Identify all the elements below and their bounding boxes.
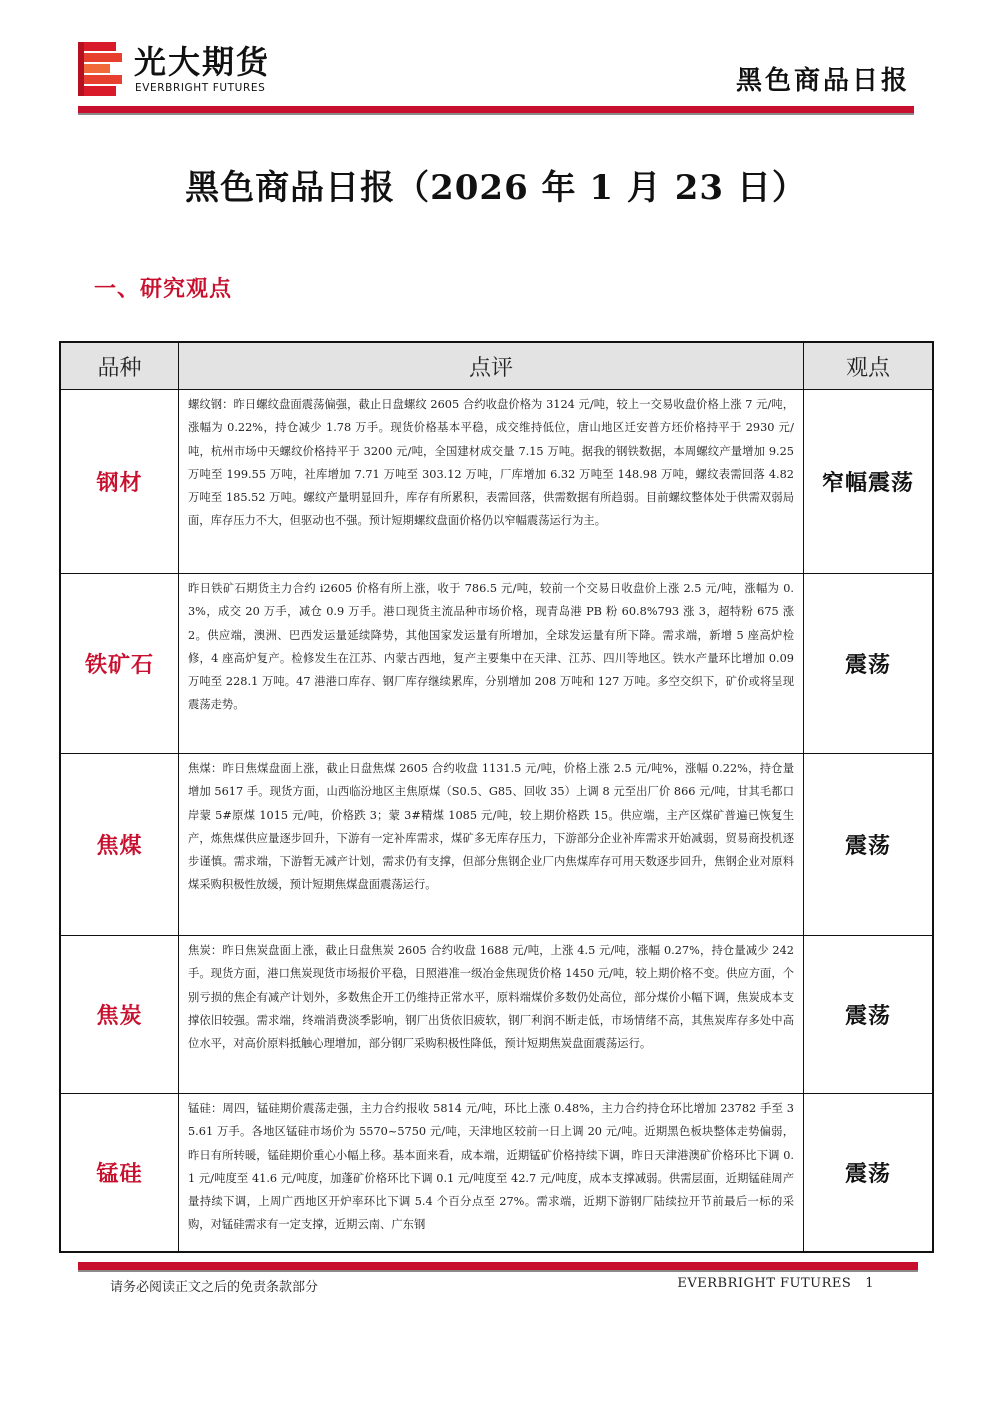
logo-english-name: EVERBRIGHT FUTURES <box>135 82 266 94</box>
comment-text: 锰硅：周四，锰硅期价震荡走强，主力合约报收 5814 元/吨，环比上涨 0.48%，主力合约持仓环比增加 23782 手至 35.61 万手。各地区锰硅市场价为 5570~5750 元/吨，天津地区较前一日上调 20 元/吨。近期黑色板块整体走势偏弱，昨日有所转暖，锰硅期价重心小幅上移。基本面来看，成本端，近期锰矿价格持续下调，昨日天津港澳矿价格环比下调 0.1 元/吨度至 41.6 元/吨度，加蓬矿价格环比下调 0.1 元/吨度至 42.7 元/吨度，成本支撑减弱。供需层面，近期锰硅周产量持续下调，上周广西地区开炉率环比下调 5.4 个百分点至 27%。需求端，近期下游钢厂陆续拉开节前最后一标的采购，对锰硅需求有一定支撑，近期云南、广东钢 <box>188 1102 794 1232</box>
page-number: 1 <box>865 1276 874 1291</box>
comment-cell <box>179 574 804 753</box>
header-divider <box>78 106 914 115</box>
table-row <box>61 390 932 574</box>
comment-text: 焦煤：昨日焦煤盘面上涨，截止日盘焦煤 2605 合约收盘 1131.5 元/吨，价格上涨 2.5 元/吨%，涨幅 0.22%，持仓量增加 5617 手。现货方面，山西临汾地区主焦原煤（S0.5、G85、回收 35）上调 8 元至出厂价 866 元/吨，甘其毛都口岸蒙 5#原煤 1015 元/吨，价格跌 3；蒙 3#精煤 1085 元/吨，较上期价格跌 15。供应端，主产区煤矿普遍已恢复生产，炼焦煤供应量逐步回升，下游有一定补库需求，煤矿多无库存压力，下游部分企业补库需求开始减弱，贸易商投机逐步谨慎。需求端，下游暂无减产计划，需求仍有支撑，但部分焦钢企业厂内焦煤库存可用天数逐步回升，焦钢企业对原料煤采购积极性放缓，预计短期焦煤盘面震荡运行。 <box>188 762 794 892</box>
table-row <box>61 1094 932 1251</box>
variety-name: 焦煤 <box>96 834 143 859</box>
comment-cell <box>179 936 804 1093</box>
table-row <box>61 574 932 754</box>
comment-text: 螺纹钢：昨日螺纹盘面震荡偏强，截止日盘螺纹 2605 合约收盘价格为 3124 元/吨，较上一交易收盘价格上涨 7 元/吨，涨幅为 0.22%，持仓减少 1.78 万手。现货价格基本平稳，成交维持低位，唐山地区迁安普方坯价格持平于 2930 元/吨，杭州市场中天螺纹价格持平于 3200 元/吨，全国建材成交量 7.15 万吨。据我的钢铁数据，本周螺纹产量增加 9.25 万吨至 199.55 万吨，社库增加 7.71 万吨至 303.12 万吨，厂库增加 6.32 万吨至 148.98 万吨，螺纹表需回落 4.82 万吨至 185.52 万吨。螺纹产量明显回升，库存有所累积，表需回落，供需数据有所趋弱。目前螺纹整体处于供需双弱局面，库存压力不大，但驱动也不强。预计短期螺纹盘面价格仍以窄幅震荡运行为主。 <box>188 398 794 528</box>
header-view-label: 观点 <box>845 355 890 381</box>
view-text: 震荡 <box>844 1162 891 1187</box>
view-cell <box>804 574 932 753</box>
comment-cell <box>179 754 804 935</box>
footer-divider <box>78 1262 918 1272</box>
header-cell-view <box>804 343 932 389</box>
variety-name: 钢材 <box>96 471 143 496</box>
comment-cell <box>179 1094 804 1251</box>
document-title: 黑色商品日报（2026 年 1 月 23 日） <box>185 168 807 208</box>
table-row <box>61 936 932 1094</box>
header-title: 黑色商品日报 <box>735 66 910 96</box>
everbright-logo-icon <box>78 42 122 98</box>
comment-text: 焦炭：昨日焦炭盘面上涨，截止日盘焦炭 2605 合约收盘 1688 元/吨，上涨 4.5 元/吨，涨幅 0.27%，持仓量减少 242 手。现货方面，港口焦炭现货市场报价平稳，日照港准一级冶金焦现货价格 1450 元/吨，较上期价格不变。供应方面，个别亏损的焦企有减产计划外，多数焦企开工仍维持正常水平，原料端煤价多数仍处高位，部分煤价小幅下调，焦炭成本支撑依旧较强。需求端，终端消费淡季影响，钢厂出货依旧疲软，钢厂利润不断走低，市场情绪不高，其焦炭库存多处中高位水平，对高价原料抵触心理增加，部分钢厂采购积极性降低，预计短期焦炭盘面震荡运行。 <box>188 944 794 1051</box>
variety-cell <box>61 390 179 573</box>
variety-name: 铁矿石 <box>84 653 154 678</box>
view-text: 震荡 <box>844 1004 891 1029</box>
logo-chinese-name: 光大期货 <box>134 43 271 81</box>
footer-company-page <box>677 1276 874 1291</box>
section-heading: 一、研究观点 <box>94 277 233 302</box>
view-cell <box>804 1094 932 1251</box>
company-logo <box>78 42 298 100</box>
view-text: 窄幅震荡 <box>821 471 914 496</box>
header-cell-comment <box>179 343 804 389</box>
comment-text: 昨日铁矿石期货主力合约 i2605 价格有所上涨，收于 786.5 元/吨，较前一个交易日收盘价上涨 2.5 元/吨，涨幅为 0.3%，成交 20 万手，减仓 0.9 万手。港口现货主流品种市场价格，现青岛港 PB 粉 60.8%793 涨 3，超特粉 675 涨 2。供应端，澳洲、巴西发运量延续降势，其他国家发运量有所增加，全球发运量有所下降。需求端，新增 5 座高炉检修，4 座高炉复产。检修发生在江苏、内蒙古西地，复产主要集中在天津、江苏、四川等地区。铁水产量环比增加 0.09 万吨至 228.1 万吨。47 港港口库存、钢厂库存继续累库，分别增加 208 万吨和 127 万吨。多空交织下，矿价或将呈现震荡走势。 <box>188 582 794 712</box>
variety-cell <box>61 936 179 1093</box>
footer-company: EVERBRIGHT FUTURES <box>677 1276 852 1291</box>
header-variety-label: 品种 <box>97 355 142 381</box>
table-row <box>61 754 932 936</box>
comment-cell <box>179 390 804 573</box>
variety-name: 锰硅 <box>96 1162 143 1187</box>
variety-cell <box>61 1094 179 1251</box>
variety-cell <box>61 754 179 935</box>
header-comment-label: 点评 <box>468 355 513 381</box>
view-cell <box>804 754 932 935</box>
view-cell <box>804 390 932 573</box>
variety-name: 焦炭 <box>96 1004 143 1029</box>
view-cell <box>804 936 932 1093</box>
variety-cell <box>61 574 179 753</box>
header-cell-variety <box>61 343 179 389</box>
view-text: 震荡 <box>844 653 891 678</box>
table-header-row <box>61 343 932 390</box>
disclaimer-note: 请务必阅读正文之后的免责条款部分 <box>110 1280 319 1295</box>
research-view-table <box>59 341 934 1253</box>
view-text: 震荡 <box>844 834 891 859</box>
